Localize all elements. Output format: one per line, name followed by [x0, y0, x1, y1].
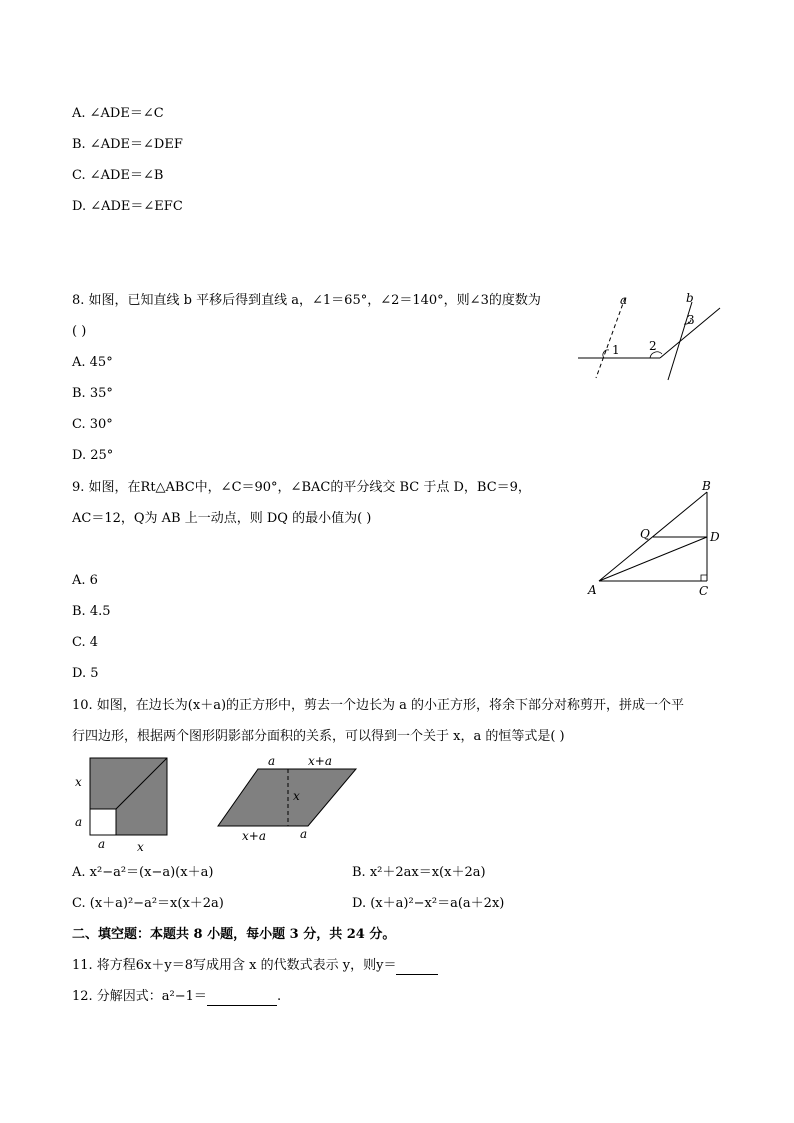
q11-text: 11. 将方程6x＋y＝8写成用含 x 的代数式表示 y，则y＝: [72, 958, 397, 973]
q8-option-c: C. 30°: [72, 417, 113, 432]
q11-answer-blank[interactable]: [396, 960, 438, 975]
section-2-heading: 二、填空题：本题共 8 小题，每小题 3 分，共 24 分。: [72, 927, 396, 942]
q9-option-b: B. 4.5: [72, 604, 111, 619]
q10-square-label-x-left: x: [75, 775, 82, 789]
q12-stem: [72, 988, 281, 1006]
q7-option-a: A. ∠ADE＝∠C: [72, 106, 164, 121]
q8-label-2: 2: [649, 339, 657, 353]
q9-label-q: Q: [640, 527, 650, 541]
q8-label-3: 3: [687, 313, 695, 327]
q10-square-label-x-bottom: x: [137, 840, 144, 854]
q12-text: 12. 分解因式：a²−1＝: [72, 989, 207, 1004]
q10-para-label-a-bottom: a: [300, 827, 308, 841]
q9-option-c: C. 4: [72, 635, 99, 650]
q11-stem: [72, 957, 438, 975]
q9-label-b: B: [702, 479, 711, 493]
q8-option-b: B. 35°: [72, 386, 113, 401]
q8-stem-line2: ( ): [72, 324, 87, 339]
q10-stem-line2: 行四边形，根据两个图形阴影部分面积的关系，可以得到一个关于 x，a 的恒等式是( ): [72, 729, 565, 744]
q7-option-c: C. ∠ADE＝∠B: [72, 168, 164, 183]
q9-option-a: A. 6: [72, 573, 98, 588]
q9-option-d: D. 5: [72, 666, 99, 681]
q10-option-c: C. (x＋a)²−a²＝x(x＋2a): [72, 896, 224, 911]
q10-option-b: B. x²＋2ax＝x(x＋2a): [352, 865, 486, 880]
q8-stem-line1: 8. 如图，已知直线 b 平移后得到直线 a，∠1＝65°，∠2＝140°，则∠3的度数为: [72, 293, 541, 308]
q9-stem-line2: AC＝12，Q为 AB 上一动点，则 DQ 的最小值为( ): [72, 511, 372, 526]
q10-para-label-xa-top: x+a: [308, 754, 332, 768]
q10-small-square: [90, 809, 116, 835]
q10-shaded-parallelogram: [218, 769, 356, 826]
q8-option-a: A. 45°: [72, 355, 113, 370]
q10-option-d: D. (x＋a)²−x²＝a(a＋2x): [352, 896, 505, 911]
q7-option-d: D. ∠ADE＝∠EFC: [72, 199, 183, 214]
q9-label-a: A: [588, 583, 597, 597]
q12-answer-blank[interactable]: [207, 991, 277, 1006]
q8-line-a: [596, 298, 625, 378]
q9-right-angle-mark: [701, 575, 707, 581]
q9-bisector-ad: [599, 537, 707, 581]
q10-para-label-x-mid: x: [293, 789, 300, 803]
q10-square-figure: [70, 752, 180, 854]
q8-label-b: b: [686, 291, 694, 305]
q8-parallel-lines-figure: [570, 288, 730, 383]
q9-label-d: D: [710, 530, 720, 544]
q10-para-label-a-top: a: [268, 754, 276, 768]
q8-option-d: D. 25°: [72, 448, 114, 463]
q10-square-label-a-bottom: a: [98, 837, 106, 851]
q10-parallelogram-figure: [210, 752, 370, 847]
q10-square-label-a-left: a: [75, 815, 83, 829]
q10-option-a: A. x²−a²＝(x−a)(x＋a): [72, 865, 214, 880]
q8-label-1: 1: [612, 343, 620, 357]
q9-label-c: C: [699, 584, 709, 598]
q7-option-b: B. ∠ADE＝∠DEF: [72, 137, 183, 152]
q12-period: .: [276, 989, 282, 1004]
q9-right-triangle-figure: [585, 478, 725, 600]
q9-stem-line1: 9. 如图，在Rt△ABC中，∠C＝90°，∠BAC的平分线交 BC 于点 D，BC＝9，: [72, 480, 531, 495]
q8-label-a: a: [620, 293, 628, 307]
q10-stem-line1: 10. 如图，在边长为(x＋a)的正方形中，剪去一个边长为 a 的小正方形，将余下部分对称剪开，拼成一个平: [72, 698, 685, 713]
q10-para-label-xa-bottom: x+a: [242, 829, 266, 843]
